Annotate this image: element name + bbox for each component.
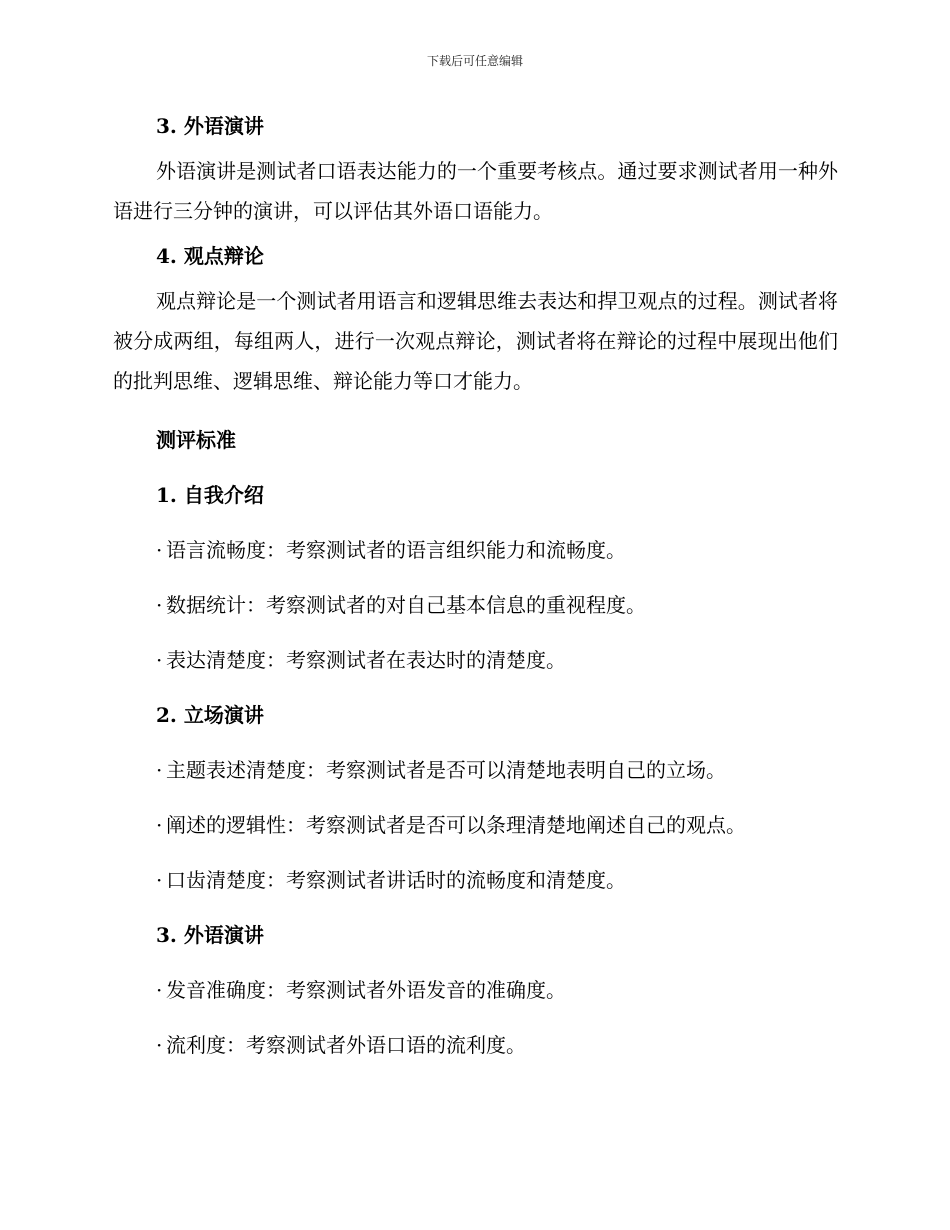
criteria-item xyxy=(113,974,838,1006)
criteria-item xyxy=(113,754,838,786)
paragraph-foreign-speech: 外语演讲是测试者口语表达能力的一个重要考核点。通过要求测试者用一种外语进行三分钟的演讲，可以评估其外语口语能力。 xyxy=(113,159,838,223)
bullet-dot: · xyxy=(156,758,163,782)
criteria-item-text: 阐述的逻辑性：考察测试者是否可以条理清楚地阐述自己的观点。 xyxy=(166,813,746,837)
page-header-note: 下载后可任意编辑 xyxy=(426,54,523,68)
criteria-item xyxy=(113,534,838,566)
criteria-heading-position-speech: 2. 立场演讲 xyxy=(156,703,264,727)
criteria-item xyxy=(113,809,838,841)
criteria-item xyxy=(113,864,838,896)
bullet-dot: · xyxy=(156,593,163,617)
bullet-dot: · xyxy=(156,978,163,1002)
criteria-item xyxy=(113,644,838,676)
criteria-item-text: 数据统计：考察测试者的对自己基本信息的重视程度。 xyxy=(166,593,646,617)
criteria-item xyxy=(113,1029,838,1061)
criteria-heading-foreign-speech: 3. 外语演讲 xyxy=(156,923,264,947)
bullet-dot: · xyxy=(156,813,163,837)
criteria-item-text: 语言流畅度：考察测试者的语言组织能力和流畅度。 xyxy=(166,538,626,562)
criteria-item xyxy=(113,589,838,621)
criteria-heading-self-intro: 1. 自我介绍 xyxy=(156,483,264,507)
criteria-item-text: 发音准确度：考察测试者外语发音的准确度。 xyxy=(166,978,566,1002)
criteria-item-text: 表达清楚度：考察测试者在表达时的清楚度。 xyxy=(166,648,566,672)
section-heading-foreign-speech: 3. 外语演讲 xyxy=(156,114,264,138)
bullet-dot: · xyxy=(156,648,163,672)
criteria-item-text: 主题表述清楚度：考察测试者是否可以清楚地表明自己的立场。 xyxy=(166,758,726,782)
section-heading-debate: 4. 观点辩论 xyxy=(156,244,264,268)
bullet-dot: · xyxy=(156,868,163,892)
criteria-item-text: 流利度：考察测试者外语口语的流利度。 xyxy=(166,1033,526,1057)
paragraph-debate: 观点辩论是一个测试者用语言和逻辑思维去表达和捍卫观点的过程。测试者将被分成两组，每组两人，进行一次观点辩论，测试者将在辩论的过程中展现出他们的批判思维、逻辑思维、辩论能力等口才能力。 xyxy=(113,289,838,393)
bullet-dot: · xyxy=(156,1033,163,1057)
criteria-item-text: 口齿清楚度：考察测试者讲话时的流畅度和清楚度。 xyxy=(166,868,626,892)
bullet-dot: · xyxy=(156,538,163,562)
criteria-heading: 测评标准 xyxy=(156,428,236,452)
document-body xyxy=(113,110,838,1061)
